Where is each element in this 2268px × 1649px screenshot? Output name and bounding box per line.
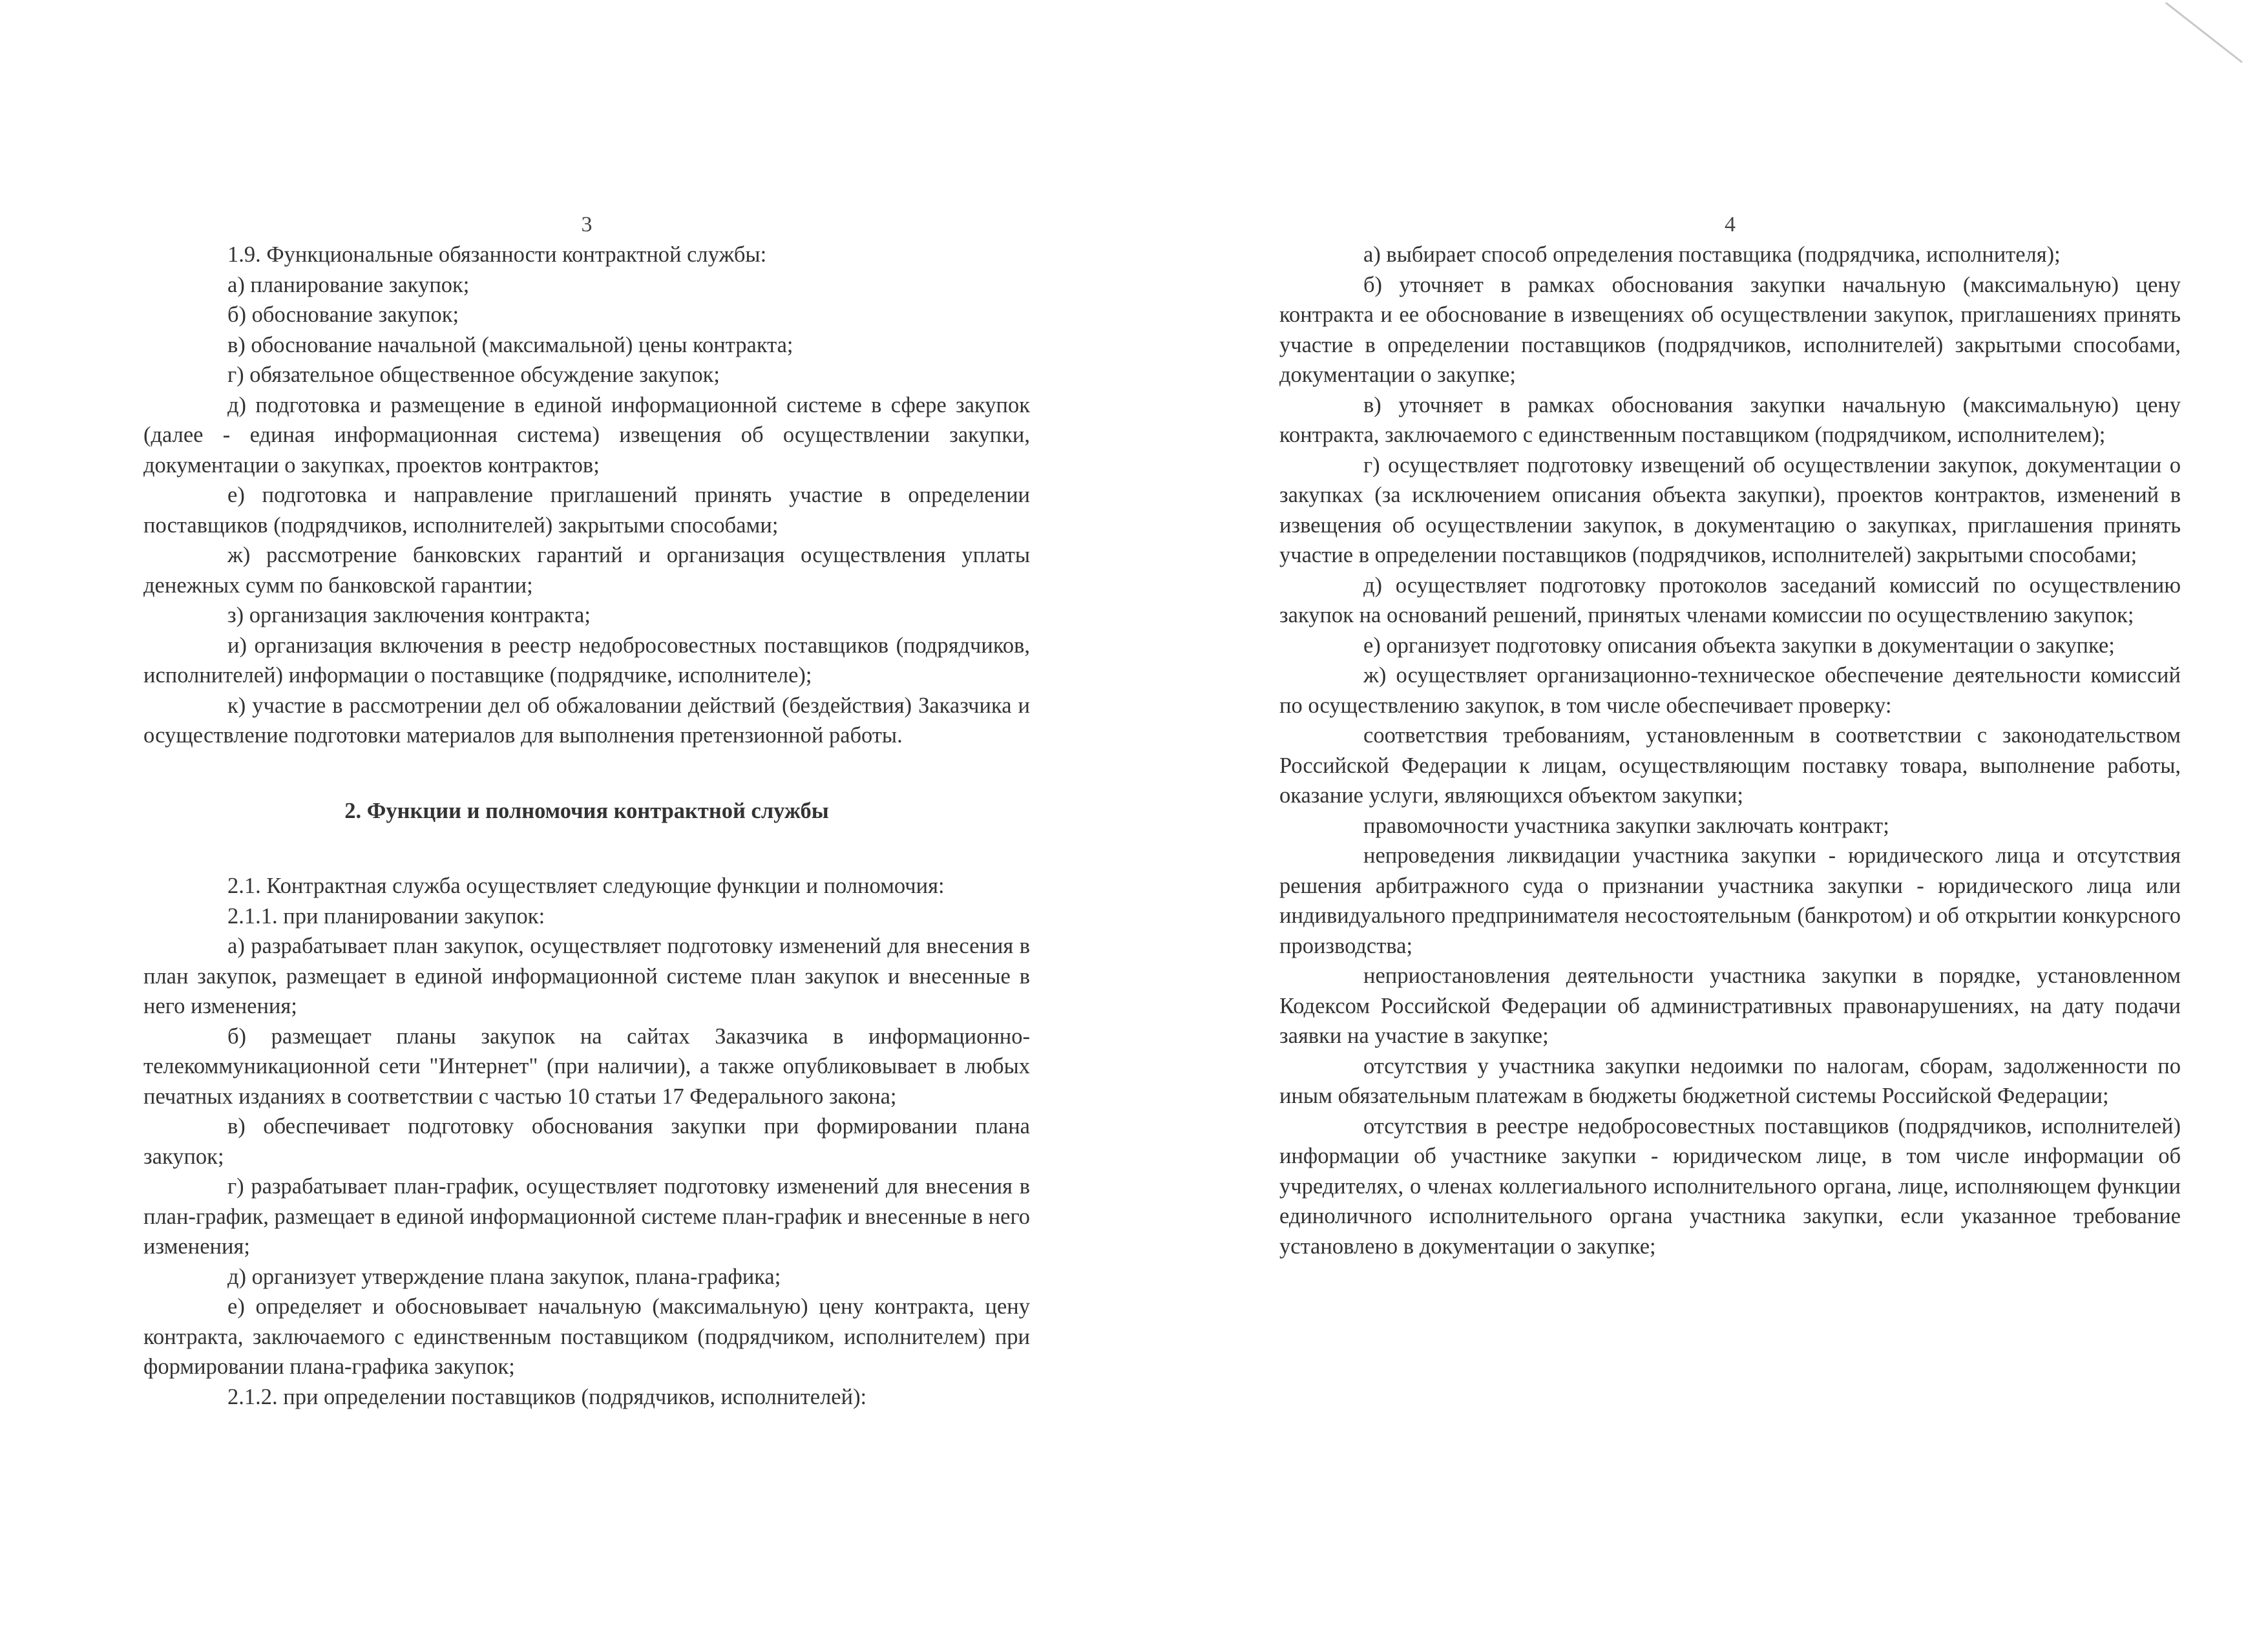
page-right-text bbox=[1279, 210, 2181, 1261]
paragraph: 1.9. Функциональные обязанности контрактной службы: bbox=[227, 242, 767, 267]
paragraph: в) обеспечивает подготовку обоснования закупки при формировании плана закупок; bbox=[143, 1114, 1030, 1169]
paragraph: 2.1.2. при определении поставщиков (подрядчиков, исполнителей): bbox=[227, 1384, 867, 1409]
spacer bbox=[143, 751, 1030, 796]
paragraph: д) подготовка и размещение в единой информационной системе в сфере закупок (далее - единая информационная система) извещения об осуществлении закупки, документации о закупках, проектов контрактов; bbox=[143, 392, 1030, 478]
paragraph: г) обязательное общественное обсуждение закупок; bbox=[227, 362, 720, 387]
paragraph: 2.1.1. при планировании закупок: bbox=[227, 903, 545, 929]
page-right bbox=[1134, 0, 2268, 1649]
paragraph: к) участие в рассмотрении дел об обжаловании действий (бездействия) Заказчика и осуществление подготовки материалов для выполнения претензионной работы. bbox=[143, 693, 1030, 748]
paragraph: отсутствия в реестре недобросовестных поставщиков (подрядчиков, исполнителей) информации об участнике закупки - юридическом лице, в том числе информации об учредителях, о членах коллегиального исполнительного органа, лице, исполняющем функции единоличного исполнительного органа участника закупки, если указанное требование установлено в документации о закупке; bbox=[1279, 1113, 2181, 1259]
paragraph: е) определяет и обосновывает начальную (максимальную) цену контракта, цену контракта, заключаемого с единственным поставщиком (подрядчиком, исполнителем) при формировании плана-графика закупок; bbox=[143, 1294, 1030, 1379]
paragraph: отсутствия у участника закупки недоимки по налогам, сборам, задолженности по иным обязательным платежам в бюджеты бюджетной системы Российской Федерации; bbox=[1279, 1053, 2181, 1108]
paragraph: г) разрабатывает план-график, осуществляет подготовку изменений для внесения в план-график, размещает в единой информационной системе план-график и внесенные в него изменения; bbox=[143, 1174, 1030, 1259]
spacer bbox=[143, 826, 1030, 871]
paragraph: б) обоснование закупок; bbox=[227, 302, 459, 327]
paragraph: а) разрабатывает план закупок, осуществляет подготовку изменений для внесения в план закупок, размещает в единой информационной системе план закупок и внесенные в него изменения; bbox=[143, 934, 1030, 1018]
paragraph: д) организует утверждение плана закупок, плана-графика; bbox=[227, 1264, 781, 1289]
section-heading: 2. Функции и полномочия контрактной службы bbox=[344, 798, 829, 823]
paragraph: б) размещает планы закупок на сайтах Заказчика в информационно-телекоммуникационной сети "Интернет" (при наличии), а также опубликовывает в любых печатных изданиях в соответствии с частью 10 статьи 17 Федерального закона; bbox=[143, 1024, 1030, 1109]
paragraph: в) уточняет в рамках обоснования закупки начальную (максимальную) цену контракта, заключаемого с единственным поставщиком (подрядчиком, исполнителем); bbox=[1279, 392, 2181, 447]
paragraph: и) организация включения в реестр недобросовестных поставщиков (подрядчиков, исполнителей) информации о поставщике (подрядчике, исполнителе); bbox=[143, 633, 1030, 688]
paragraph: з) организация заключения контракта; bbox=[227, 603, 591, 627]
paragraph: в) обоснование начальной (максимальной) цены контракта; bbox=[227, 332, 793, 357]
paragraph: е) организует подготовку описания объекта закупки в документации о закупке; bbox=[1363, 633, 2115, 658]
paragraph: д) осуществляет подготовку протоколов заседаний комиссий по осуществлению закупок на оснований решений, принятых членами комиссии по осуществлению закупок; bbox=[1279, 572, 2181, 627]
scan-artifact bbox=[2165, 2, 2243, 63]
paragraph: непроведения ликвидации участника закупки - юридического лица и отсутствия решения арбитражного суда о признании участника закупки - юридического лица или индивидуального предпринимателя несостоятельным (банкротом) и об открытии конкурсного производства; bbox=[1279, 843, 2181, 958]
page-number: 3 bbox=[581, 213, 593, 236]
page-left-text bbox=[143, 210, 1030, 1412]
paragraph: б) уточняет в рамках обоснования закупки начальную (максимальную) цену контракта и ее обоснование в извещениях об осуществлении закупок, приглашениях принять участие в определении поставщиков (подрядчиков, исполнителей) закрытыми способами, документации о закупке; bbox=[1279, 272, 2181, 387]
paragraph: соответствия требованиям, установленным в соответствии с законодательством Российской Федерации к лицам, осуществляющим поставку товара, выполнение работы, оказание услуги, являющихся объектом закупки; bbox=[1279, 723, 2181, 808]
paragraph: а) выбирает способ определения поставщика (подрядчика, исполнителя); bbox=[1363, 242, 2061, 267]
paragraph: е) подготовка и направление приглашений принять участие в определении поставщиков (подрядчиков, исполнителей) закрытыми способами; bbox=[143, 483, 1030, 538]
paragraph: 2.1. Контрактная служба осуществляет следующие функции и полномочия: bbox=[227, 874, 945, 898]
paragraph: г) осуществляет подготовку извещений об осуществлении закупок, документации о закупках (за исключением описания объекта закупки), проектов контрактов, изменений в извещения об осуществлении закупок, в документацию о закупках, приглашения принять участие в определении поставщиков (подрядчиков, исполнителей) закрытыми способами; bbox=[1279, 452, 2181, 567]
paragraph: ж) рассмотрение банковских гарантий и организация осуществления уплаты денежных сумм по банковской гарантии; bbox=[143, 543, 1030, 598]
paragraph: а) планирование закупок; bbox=[227, 272, 470, 297]
paragraph: неприостановления деятельности участника закупки в порядке, установленном Кодексом Российской Федерации об административных правонарушениях, на дату подачи заявки на участие в закупке; bbox=[1279, 963, 2181, 1048]
paragraph: ж) осуществляет организационно-техническое обеспечение деятельности комиссий по осуществлению закупок, в том числе обеспечивает проверку: bbox=[1279, 663, 2181, 718]
page-number: 4 bbox=[1725, 213, 1736, 236]
paragraph: правомочности участника закупки заключать контракт; bbox=[1363, 813, 1889, 838]
